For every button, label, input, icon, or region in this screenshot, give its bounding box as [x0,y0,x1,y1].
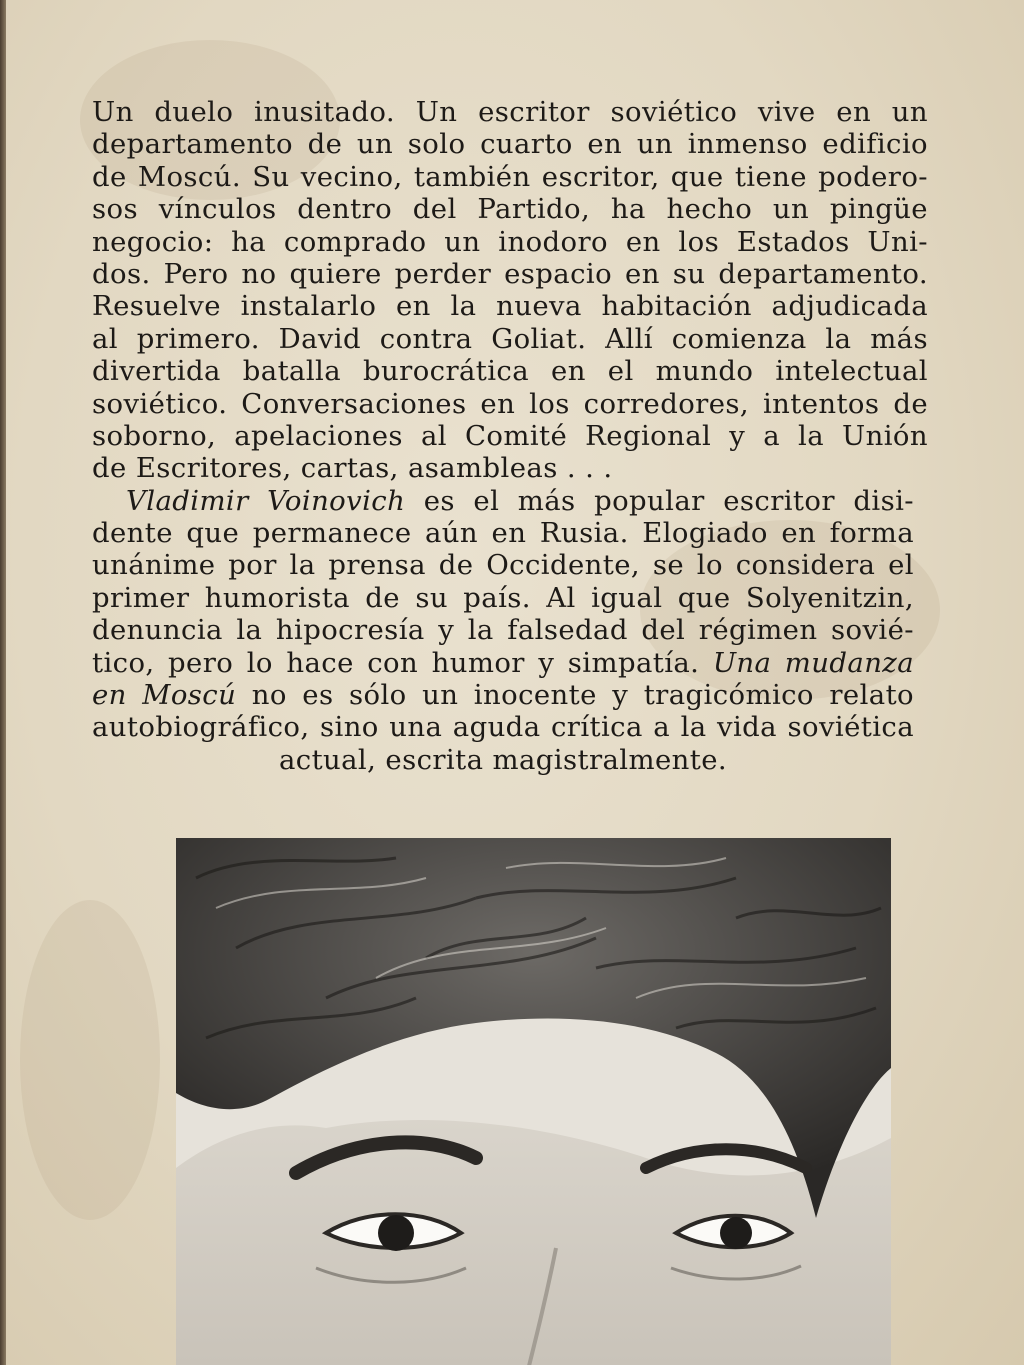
text-line: primer humorista de su país. Al igual que Solyenitzin, [92,581,914,614]
book-title-part: en Moscú [92,679,237,712]
text-line: departamento de un solo cuarto en un inmenso edificio [92,128,928,161]
text-line: autobiográfico, sino una aguda crítica a la vida soviética [92,711,914,744]
text-line: unánime por la prensa de Occidente, se lo considera el [92,549,914,582]
text-line: actual, escrita magistralmente. [278,743,728,776]
text-line: Un duelo inusitado. Un escritor soviético vive en un [92,96,928,128]
text-fragment: no es sólo un inocente y tragicómico relato [236,679,915,712]
paper-stain [20,900,160,1220]
cover-blurb [92,96,928,776]
portrait-drawing [176,838,891,1365]
text-line: Resuelve instalarlo en la nueva habitación adjudicada [92,290,928,323]
text-line: sos vínculos dentro del Partido, ha hecho un pingüe [92,193,928,226]
text-line: dente que permanece aún en Rusia. Elogiado en forma [92,517,914,550]
text-line: soviético. Conversaciones en los corredores, intentos de [92,387,928,420]
text-fragment: es el más popular escritor disi- [405,484,914,517]
text-line: al primero. David contra Goliat. Allí comienza la más [92,322,928,355]
text-line [92,485,914,517]
book-spine-edge [0,0,6,1365]
text-line [92,679,914,711]
text-line: soborno, apelaciones al Comité Regional y a la Unión [92,419,928,452]
book-title-part: Una mudanza [712,646,914,679]
text-line [92,647,914,679]
text-line: denuncia la hipocresía y la falsedad del régimen sovié- [92,614,914,647]
text-line: dos. Pero no quiere perder espacio en su departamento. [92,257,928,290]
blurb-paragraph-1 [92,96,928,485]
text-line: de Moscú. Su vecino, también escritor, que tiene podero- [92,160,928,193]
text-line: negocio: ha comprado un inodoro en los Estados Uni- [92,225,928,258]
blurb-paragraph-2 [92,485,914,777]
text-line: de Escritores, cartas, asambleas . . . [92,452,613,485]
text-fragment: tico, pero lo hace con humor y simpatía. [92,646,713,679]
text-line: divertida batalla burocrática en el mundo intelectual [92,355,928,388]
author-portrait [176,838,891,1365]
author-name: Vladimir Voinovich [126,484,406,517]
